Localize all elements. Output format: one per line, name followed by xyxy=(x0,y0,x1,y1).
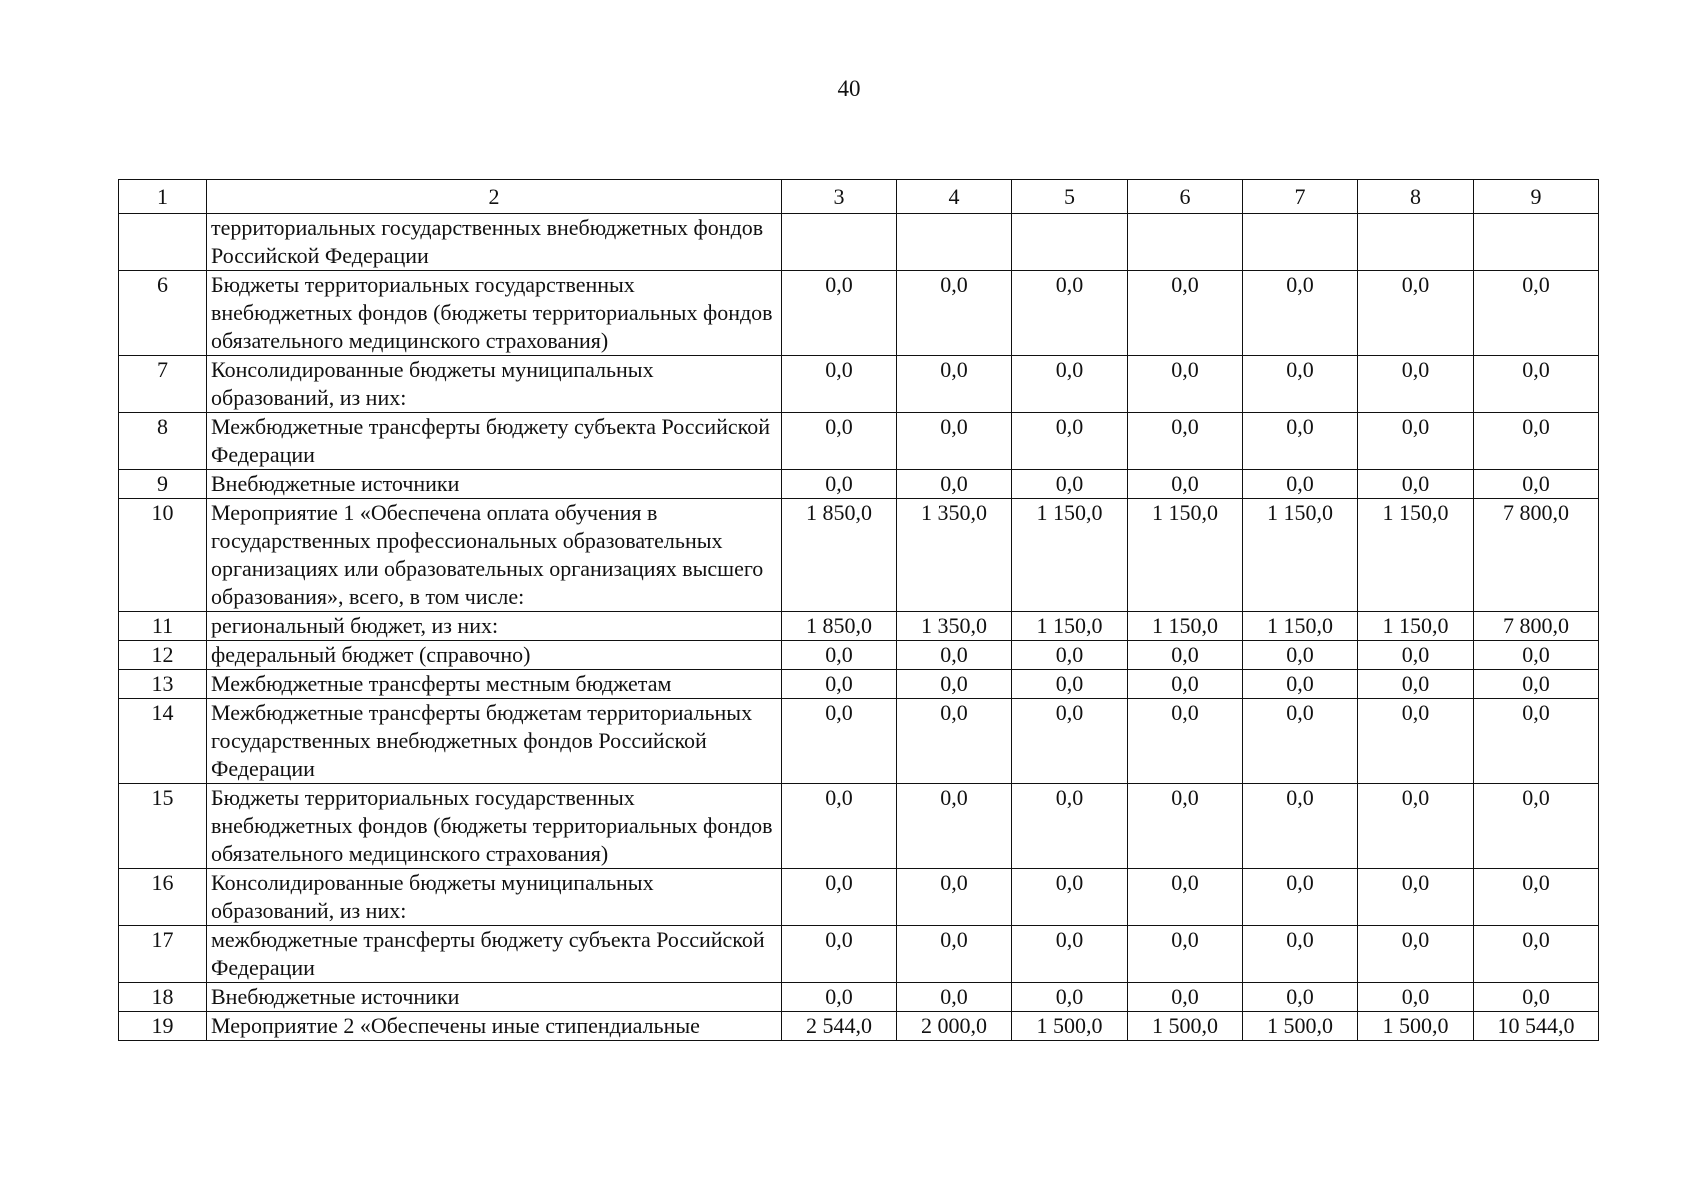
value-cell: 0,0 xyxy=(1128,271,1243,356)
row-number: 9 xyxy=(119,470,207,499)
value-cell: 0,0 xyxy=(1358,413,1474,470)
value-cell: 0,0 xyxy=(1012,470,1128,499)
value-cell: 1 350,0 xyxy=(897,612,1012,641)
value-cell: 1 150,0 xyxy=(1128,612,1243,641)
value-cell: 0,0 xyxy=(1012,699,1128,784)
value-cell: 0,0 xyxy=(1243,869,1358,926)
table-row xyxy=(119,214,1599,271)
value-cell: 0,0 xyxy=(1243,356,1358,413)
value-cell: 0,0 xyxy=(1474,699,1599,784)
value-cell: 0,0 xyxy=(1358,470,1474,499)
value-cell: 0,0 xyxy=(782,926,897,983)
value-cell: 0,0 xyxy=(1243,983,1358,1012)
row-number: 19 xyxy=(119,1012,207,1041)
row-number: 12 xyxy=(119,641,207,670)
value-cell: 0,0 xyxy=(1358,641,1474,670)
row-description: федеральный бюджет (справочно) xyxy=(207,641,782,670)
value-cell: 0,0 xyxy=(1012,413,1128,470)
value-cell: 0,0 xyxy=(782,413,897,470)
value-cell: 0,0 xyxy=(1128,356,1243,413)
row-number: 8 xyxy=(119,413,207,470)
value-cell: 0,0 xyxy=(1128,699,1243,784)
column-header: 1 xyxy=(119,180,207,214)
row-number: 14 xyxy=(119,699,207,784)
value-cell: 0,0 xyxy=(1012,926,1128,983)
row-number xyxy=(119,214,207,271)
value-cell: 0,0 xyxy=(1358,869,1474,926)
table-row xyxy=(119,699,1599,784)
budget-table xyxy=(118,179,1599,1041)
row-description: Межбюджетные трансферты бюджету субъекта Российской Федерации xyxy=(207,413,782,470)
value-cell xyxy=(1474,214,1599,271)
table-row xyxy=(119,470,1599,499)
value-cell: 1 150,0 xyxy=(1012,612,1128,641)
row-description: Внебюджетные источники xyxy=(207,983,782,1012)
value-cell: 0,0 xyxy=(1012,983,1128,1012)
value-cell: 0,0 xyxy=(1243,641,1358,670)
value-cell: 0,0 xyxy=(1243,470,1358,499)
value-cell: 1 500,0 xyxy=(1128,1012,1243,1041)
value-cell: 0,0 xyxy=(897,670,1012,699)
value-cell: 0,0 xyxy=(1474,356,1599,413)
row-description: Внебюджетные источники xyxy=(207,470,782,499)
value-cell: 0,0 xyxy=(1243,784,1358,869)
column-header: 8 xyxy=(1358,180,1474,214)
column-header: 5 xyxy=(1012,180,1128,214)
value-cell xyxy=(897,214,1012,271)
row-number: 17 xyxy=(119,926,207,983)
row-number: 7 xyxy=(119,356,207,413)
value-cell: 7 800,0 xyxy=(1474,612,1599,641)
row-description: межбюджетные трансферты бюджету субъекта Российской Федерации xyxy=(207,926,782,983)
table-row xyxy=(119,612,1599,641)
value-cell: 0,0 xyxy=(1243,670,1358,699)
row-description: Межбюджетные трансферты местным бюджетам xyxy=(207,670,782,699)
value-cell: 0,0 xyxy=(897,470,1012,499)
table-row xyxy=(119,413,1599,470)
column-header: 6 xyxy=(1128,180,1243,214)
value-cell: 0,0 xyxy=(897,784,1012,869)
table-row xyxy=(119,983,1599,1012)
value-cell: 0,0 xyxy=(1128,413,1243,470)
value-cell: 0,0 xyxy=(1128,983,1243,1012)
row-description: Межбюджетные трансферты бюджетам территориальных государственных внебюджетных фондов Российской Федерации xyxy=(207,699,782,784)
column-header: 4 xyxy=(897,180,1012,214)
value-cell: 1 150,0 xyxy=(1128,499,1243,612)
value-cell xyxy=(1243,214,1358,271)
value-cell: 1 150,0 xyxy=(1243,499,1358,612)
value-cell: 0,0 xyxy=(782,670,897,699)
row-number: 10 xyxy=(119,499,207,612)
value-cell: 0,0 xyxy=(782,356,897,413)
value-cell: 0,0 xyxy=(1012,784,1128,869)
value-cell: 0,0 xyxy=(782,271,897,356)
value-cell: 0,0 xyxy=(1012,356,1128,413)
row-number: 11 xyxy=(119,612,207,641)
value-cell: 0,0 xyxy=(897,869,1012,926)
value-cell: 0,0 xyxy=(1128,641,1243,670)
column-header: 2 xyxy=(207,180,782,214)
column-header: 9 xyxy=(1474,180,1599,214)
header-row xyxy=(119,180,1599,214)
table-row xyxy=(119,784,1599,869)
value-cell: 0,0 xyxy=(1243,271,1358,356)
value-cell: 0,0 xyxy=(897,271,1012,356)
value-cell: 0,0 xyxy=(1012,670,1128,699)
column-header: 3 xyxy=(782,180,897,214)
value-cell: 0,0 xyxy=(1012,869,1128,926)
value-cell: 0,0 xyxy=(782,784,897,869)
row-number: 6 xyxy=(119,271,207,356)
value-cell: 0,0 xyxy=(897,641,1012,670)
value-cell: 0,0 xyxy=(1474,413,1599,470)
row-number: 16 xyxy=(119,869,207,926)
value-cell: 1 500,0 xyxy=(1243,1012,1358,1041)
table-row xyxy=(119,1012,1599,1041)
value-cell: 0,0 xyxy=(1128,784,1243,869)
value-cell: 0,0 xyxy=(1128,869,1243,926)
column-header: 7 xyxy=(1243,180,1358,214)
value-cell: 0,0 xyxy=(1474,983,1599,1012)
value-cell: 2 000,0 xyxy=(897,1012,1012,1041)
value-cell: 10 544,0 xyxy=(1474,1012,1599,1041)
value-cell: 0,0 xyxy=(1358,983,1474,1012)
row-description: Консолидированные бюджеты муниципальных образований, из них: xyxy=(207,869,782,926)
value-cell: 0,0 xyxy=(782,641,897,670)
row-description: Мероприятие 1 «Обеспечена оплата обучения в государственных профессиональных образовательных организациях или образовательных организациях высшего образования», всего, в том числе: xyxy=(207,499,782,612)
value-cell: 0,0 xyxy=(782,470,897,499)
value-cell: 0,0 xyxy=(782,869,897,926)
table-row xyxy=(119,499,1599,612)
value-cell: 1 850,0 xyxy=(782,612,897,641)
value-cell: 0,0 xyxy=(1128,470,1243,499)
value-cell: 0,0 xyxy=(1243,413,1358,470)
row-description: региональный бюджет, из них: xyxy=(207,612,782,641)
value-cell: 0,0 xyxy=(897,699,1012,784)
value-cell: 2 544,0 xyxy=(782,1012,897,1041)
row-description: Консолидированные бюджеты муниципальных образований, из них: xyxy=(207,356,782,413)
table-row xyxy=(119,356,1599,413)
value-cell xyxy=(1128,214,1243,271)
value-cell: 0,0 xyxy=(1474,869,1599,926)
row-description: Бюджеты территориальных государственных внебюджетных фондов (бюджеты территориальных фондов обязательного медицинского страхования) xyxy=(207,271,782,356)
value-cell: 0,0 xyxy=(782,699,897,784)
value-cell: 1 850,0 xyxy=(782,499,897,612)
value-cell: 1 500,0 xyxy=(1012,1012,1128,1041)
table-row xyxy=(119,869,1599,926)
value-cell: 0,0 xyxy=(897,926,1012,983)
value-cell: 0,0 xyxy=(1474,926,1599,983)
value-cell: 0,0 xyxy=(1358,356,1474,413)
table-row xyxy=(119,641,1599,670)
table-body xyxy=(119,214,1599,1041)
value-cell xyxy=(1358,214,1474,271)
value-cell: 0,0 xyxy=(897,356,1012,413)
value-cell: 0,0 xyxy=(1358,926,1474,983)
value-cell: 1 150,0 xyxy=(1243,612,1358,641)
value-cell: 1 350,0 xyxy=(897,499,1012,612)
value-cell: 0,0 xyxy=(1358,670,1474,699)
row-description: Бюджеты территориальных государственных внебюджетных фондов (бюджеты территориальных фондов обязательного медицинского страхования) xyxy=(207,784,782,869)
value-cell: 1 150,0 xyxy=(1358,499,1474,612)
row-number: 15 xyxy=(119,784,207,869)
value-cell: 0,0 xyxy=(1128,670,1243,699)
value-cell: 0,0 xyxy=(1474,670,1599,699)
value-cell: 0,0 xyxy=(1358,271,1474,356)
value-cell xyxy=(782,214,897,271)
value-cell: 0,0 xyxy=(1474,470,1599,499)
value-cell: 0,0 xyxy=(1012,641,1128,670)
row-description: Мероприятие 2 «Обеспечены иные стипендиальные xyxy=(207,1012,782,1041)
row-number: 18 xyxy=(119,983,207,1012)
value-cell: 1 150,0 xyxy=(1012,499,1128,612)
value-cell xyxy=(1012,214,1128,271)
value-cell: 1 500,0 xyxy=(1358,1012,1474,1041)
value-cell: 0,0 xyxy=(897,413,1012,470)
value-cell: 0,0 xyxy=(1012,271,1128,356)
value-cell: 0,0 xyxy=(1243,699,1358,784)
value-cell: 0,0 xyxy=(782,983,897,1012)
value-cell: 1 150,0 xyxy=(1358,612,1474,641)
value-cell: 0,0 xyxy=(897,983,1012,1012)
row-description: территориальных государственных внебюджетных фондов Российской Федерации xyxy=(207,214,782,271)
value-cell: 7 800,0 xyxy=(1474,499,1599,612)
table-row xyxy=(119,271,1599,356)
value-cell: 0,0 xyxy=(1474,641,1599,670)
value-cell: 0,0 xyxy=(1474,271,1599,356)
page-number: 40 xyxy=(837,76,861,101)
value-cell: 0,0 xyxy=(1128,926,1243,983)
value-cell: 0,0 xyxy=(1358,784,1474,869)
table-row xyxy=(119,926,1599,983)
value-cell: 0,0 xyxy=(1358,699,1474,784)
row-number: 13 xyxy=(119,670,207,699)
value-cell: 0,0 xyxy=(1474,784,1599,869)
value-cell: 0,0 xyxy=(1243,926,1358,983)
table-row xyxy=(119,670,1599,699)
